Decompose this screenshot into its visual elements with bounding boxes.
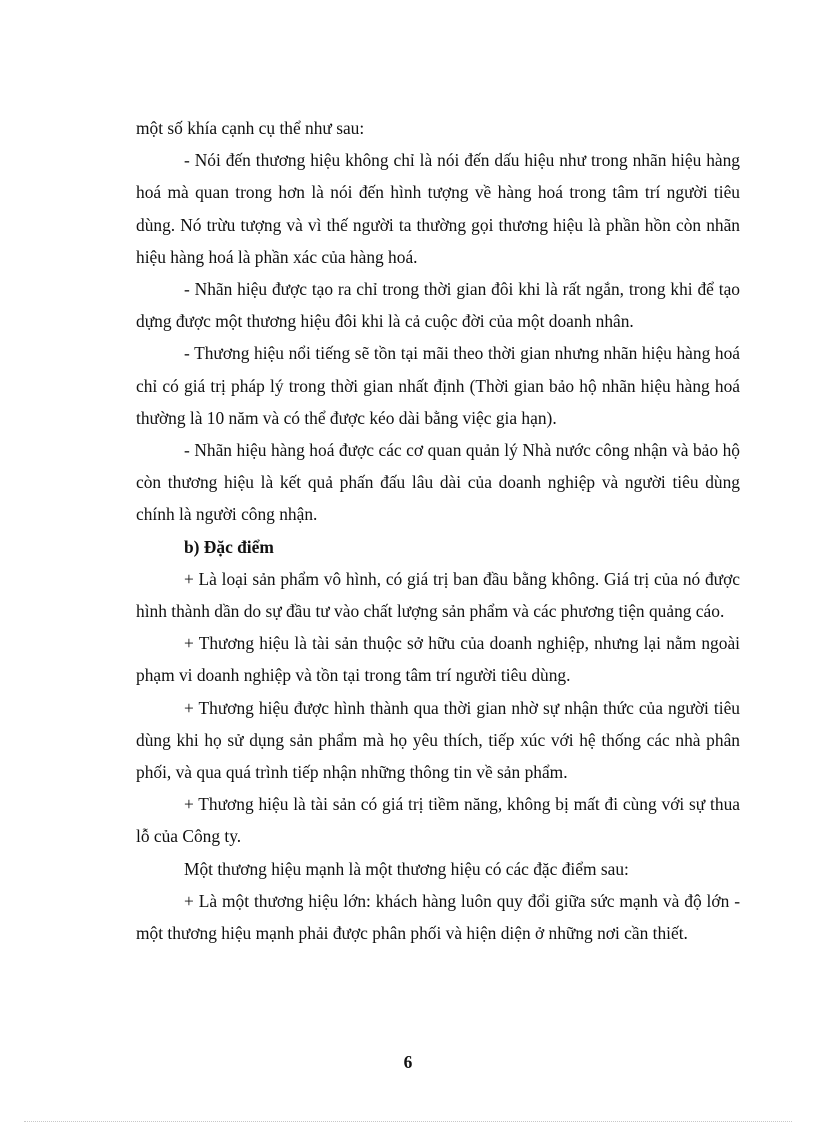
paragraph-4: - Nhãn hiệu hàng hoá được các cơ quan quản lý Nhà nước công nhận và bảo hộ còn thương hiệu là kết quả phấn đấu lâu dài của doanh nghiệp và người tiêu dùng chính là người công nhận. [136, 440, 740, 525]
page-number: 6 [403, 1052, 413, 1072]
page-bottom-divider [24, 1121, 792, 1122]
paragraph-8: + Thương hiệu được hình thành qua thời gian nhờ sự nhận thức của người tiêu dùng khi họ sử dụng sản phẩm mà họ yêu thích, tiếp xúc với hệ thống các nhà phân phối, và qua quá trình tiếp nhận những thông tin về sản phẩm. [136, 697, 740, 783]
body-text [136, 112, 740, 949]
paragraph-10: Một thương hiệu mạnh là một thương hiệu có các đặc điểm sau: [184, 858, 629, 879]
paragraph-7: + Thương hiệu là tài sản thuộc sở hữu của doanh nghiệp, nhưng lại nằm ngoài phạm vi doanh nghiệp và tồn tại trong tâm trí người tiêu dùng. [136, 633, 740, 686]
paragraph-2: - Nhãn hiệu được tạo ra chỉ trong thời gian đôi khi là rất ngắn, trong khi để tạo dựng được một thương hiệu đôi khi là cả cuộc đời của một doanh nhân. [136, 279, 740, 332]
paragraph-11: + Là một thương hiệu lớn: khách hàng luôn quy đổi giữa sức mạnh và độ lớn - một thương hiệu mạnh phải được phân phối và hiện diện ở những nơi cần thiết. [136, 890, 740, 944]
paragraph-1: - Nói đến thương hiệu không chỉ là nói đến dấu hiệu như trong nhãn hiệu hàng hoá mà quan trong hơn là nói đến hình tượng về hàng hoá trong tâm trí người tiêu dùng. Nó trừu tượng và vì thế người ta thường gọi thương hiệu là phần hồn còn nhãn hiệu hàng hoá là phần xác của hàng hoá. [136, 150, 740, 267]
paragraph-6: + Là loại sản phẩm vô hình, có giá trị ban đầu bằng không. Giá trị của nó được hình thành dần do sự đầu tư vào chất lượng sản phẩm và các phương tiện quảng cáo. [136, 568, 740, 622]
section-heading: b) Đặc điểm [184, 536, 274, 557]
paragraph-3: - Thương hiệu nổi tiếng sẽ tồn tại mãi theo thời gian nhưng nhãn hiệu hàng hoá chỉ có giá trị pháp lý trong thời gian nhất định (Thời gian bảo hộ nhãn hiệu hàng hoá thường là 10 năm và có thể được kéo dài bằng việc gia hạn). [136, 343, 740, 428]
paragraph-0: một số khía cạnh cụ thể như sau: [136, 118, 365, 138]
paragraph-9: + Thương hiệu là tài sản có giá trị tiềm năng, không bị mất đi cùng với sự thua lỗ của Công ty. [136, 794, 740, 847]
